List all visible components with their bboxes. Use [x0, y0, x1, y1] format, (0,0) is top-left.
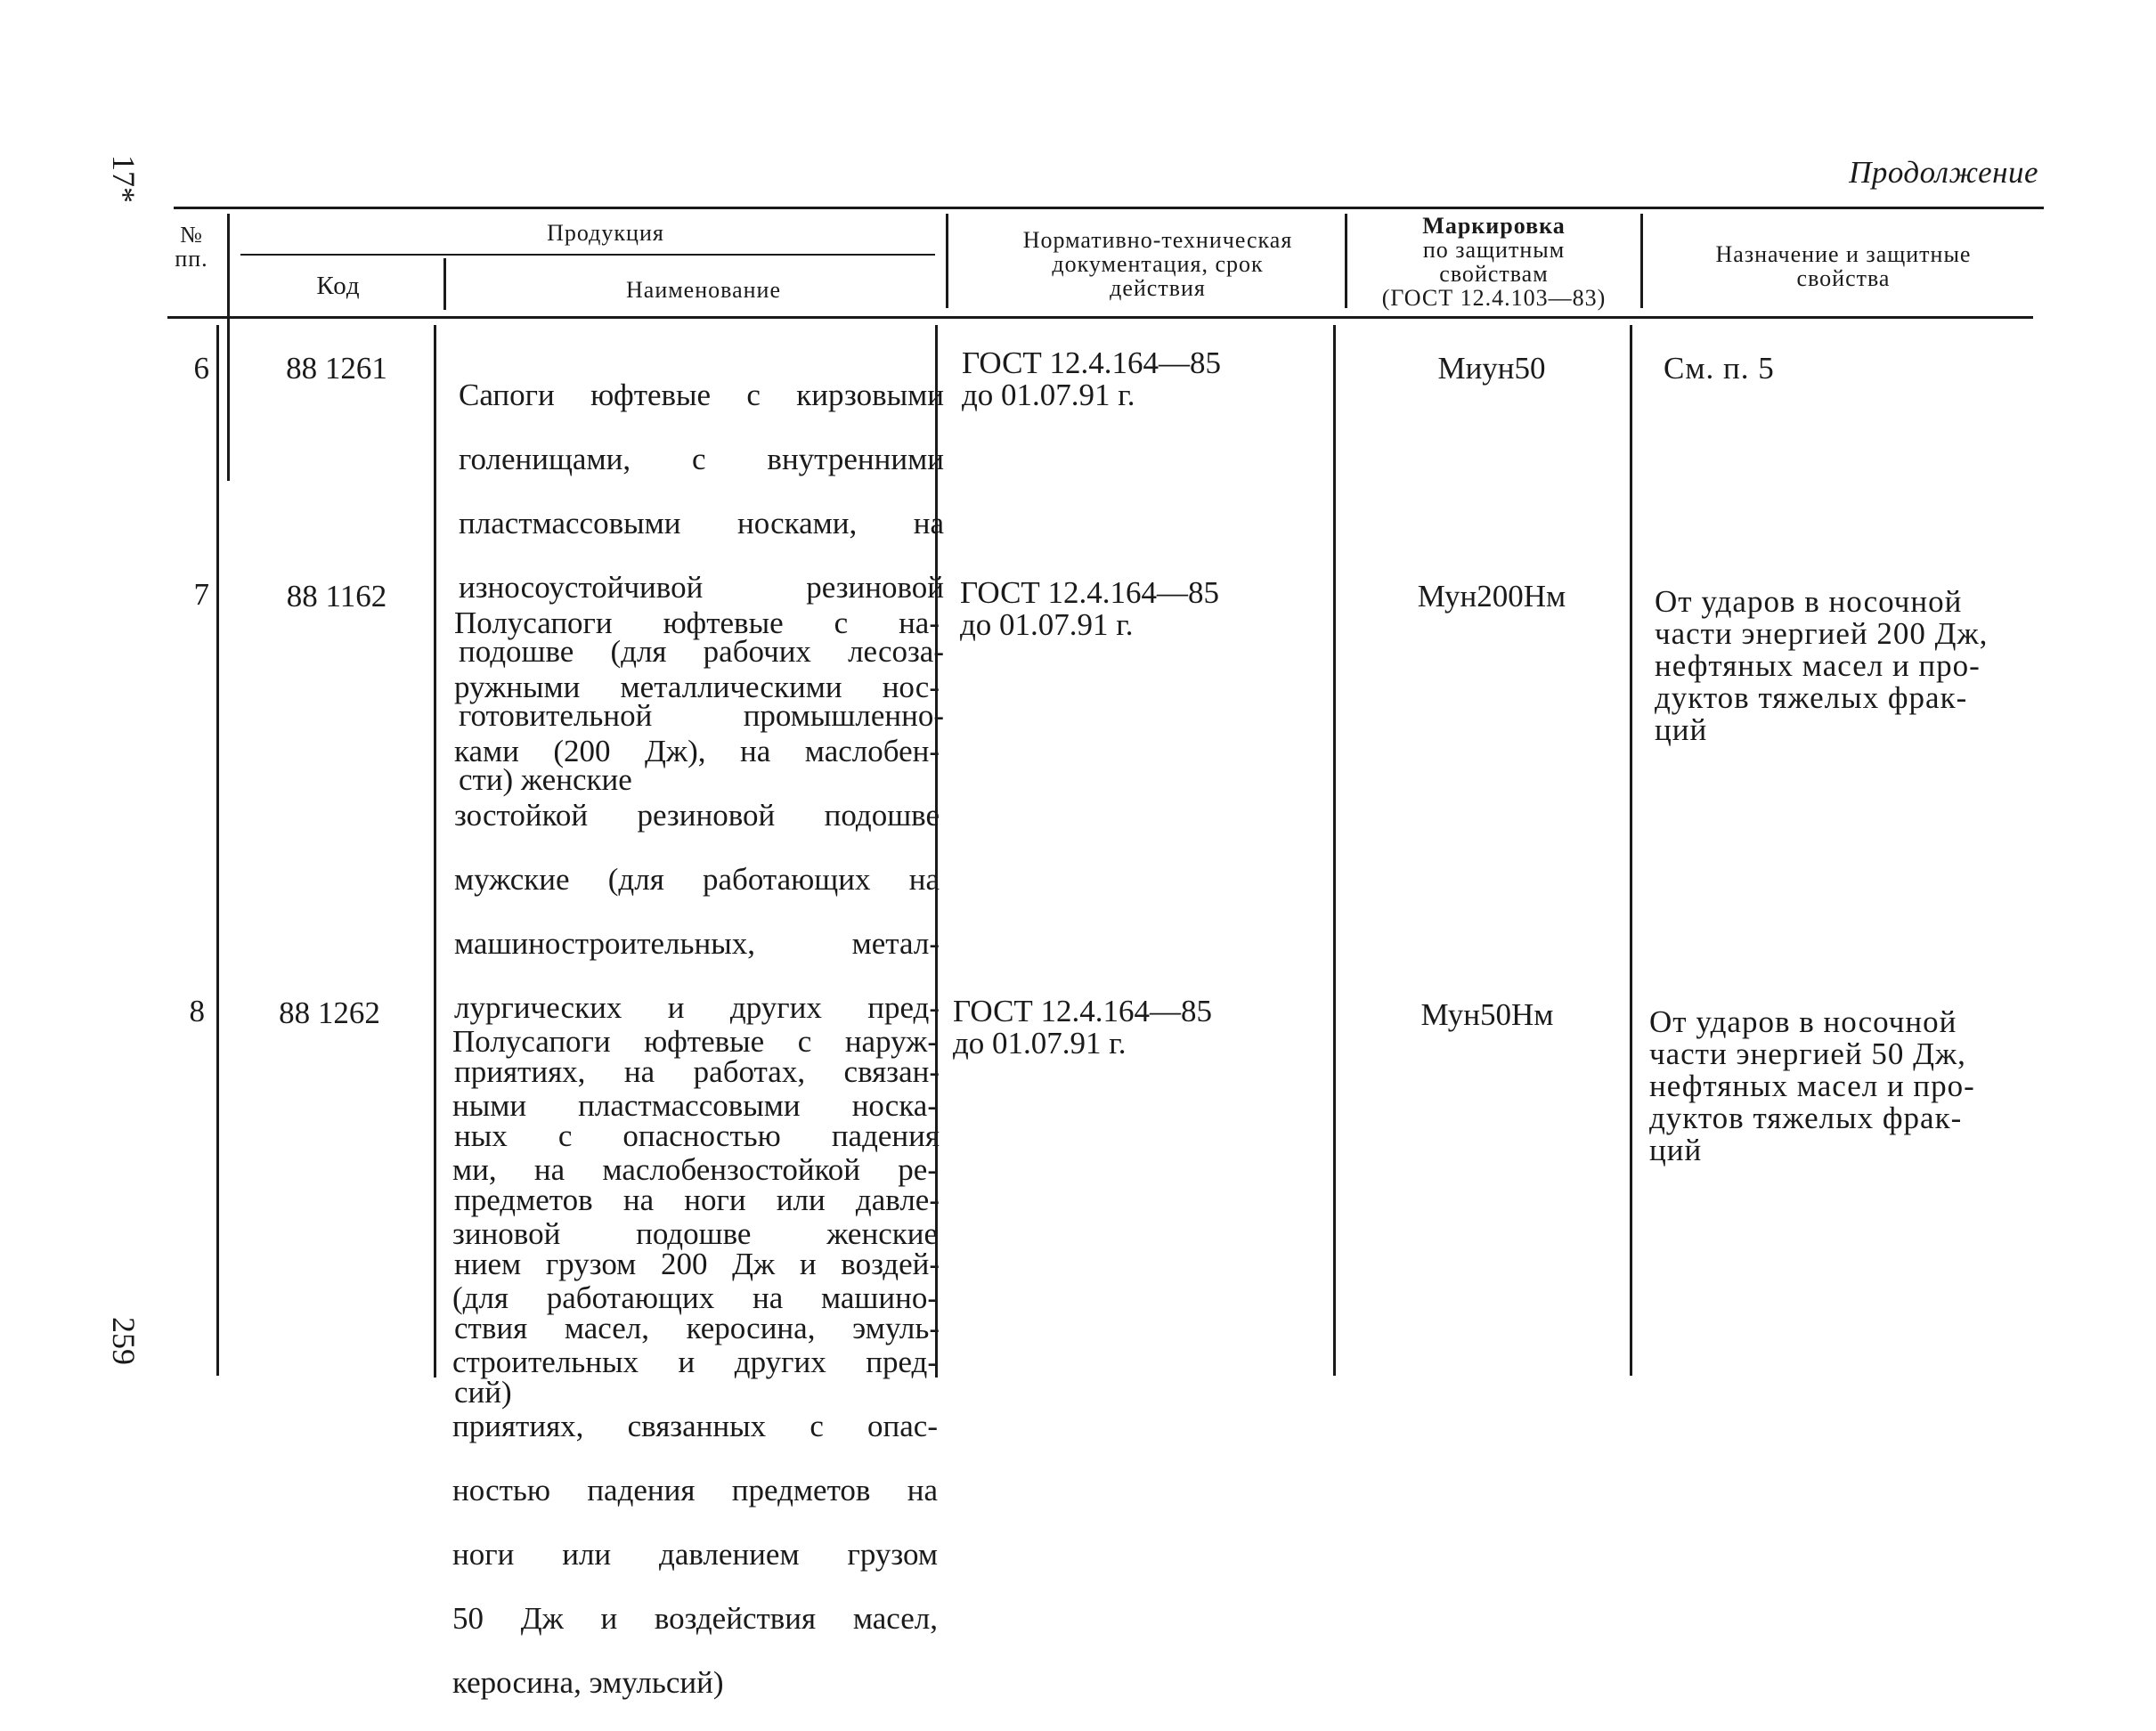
name-line: ствия масел, керосина, эмуль-	[454, 1311, 940, 1345]
header-code: Код	[316, 272, 361, 300]
name-line: ностью падения предметов на	[452, 1473, 938, 1508]
name-line: зиновой подошве женские	[452, 1216, 938, 1251]
header-mark	[1354, 214, 1634, 310]
table-row-code: 88 1162	[286, 579, 387, 614]
table-row-name	[452, 990, 940, 1731]
name-line: ми, на маслобензостойкой ре-	[452, 1152, 938, 1187]
name-line: ноги или давлением грузом	[452, 1537, 938, 1572]
page-number: 259	[106, 1317, 142, 1365]
col-divider-3	[946, 214, 948, 308]
name-line: Полусапоги юфтевые с наруж-	[452, 1024, 938, 1059]
table-row-num: 6	[193, 351, 209, 386]
col-divider-1	[227, 214, 230, 481]
table-row-doc: ГОСТ 12.4.164—85 до 01.07.91 г.	[962, 345, 1222, 412]
name-line: ными пластмассовыми носка-	[452, 1088, 938, 1123]
name-line: зостойкой резиновой подошве	[454, 798, 940, 833]
table-row-code: 88 1261	[286, 351, 387, 386]
name-line: предметов на ноги или давле-	[454, 1182, 940, 1217]
name-line: керосина, эмульсий)	[452, 1665, 724, 1700]
name-line: сий)	[454, 1375, 512, 1410]
col-divider-2	[443, 258, 446, 310]
header-bottom-rule	[167, 316, 2033, 319]
name-line: ками (200 Дж), на маслобен-	[454, 734, 940, 768]
header-doc: Нормативно-техническая документация, срок действия	[1022, 227, 1293, 301]
name-line: машиностроительных, метал-	[454, 926, 940, 961]
table-row-code: 88 1262	[279, 996, 380, 1030]
table-row-num: 7	[193, 577, 209, 612]
col-divider-5-body	[1630, 325, 1632, 1376]
product-subheader-rule	[240, 254, 935, 256]
header-mark-title: Маркировка	[1422, 213, 1566, 239]
table-row-mark: Мун200Нм	[1417, 579, 1566, 614]
name-line: готовительной промышленно-	[459, 698, 944, 733]
header-purpose: Назначение и защитные свойства	[1715, 241, 1972, 291]
name-line: износоустойчивой резиновой	[459, 570, 944, 605]
col-divider-4-body	[1333, 325, 1336, 1376]
table-row-mark: Мун50Нм	[1420, 997, 1554, 1032]
table-row-mark: Миун50	[1437, 351, 1546, 386]
table-row-purpose: От ударов в носочной части энергией 50 Дж, нефтяных масел и про- дуктов тяжелых фрак- ций	[1649, 1004, 1975, 1167]
name-line: лургических и других пред-	[454, 990, 940, 1025]
name-line: Полусапоги юфтевые с на-	[454, 605, 940, 640]
header-num: № пп.	[175, 222, 208, 272]
name-line: пластмассовыми носками, на	[459, 506, 944, 540]
name-line: голенищами, с внутренними	[459, 442, 944, 476]
header-name: Наименование	[626, 277, 781, 303]
name-line: 50 Дж и воздействия масел,	[452, 1601, 938, 1636]
table-row-doc: ГОСТ 12.4.164—85 до 01.07.91 г.	[960, 575, 1220, 642]
table-row-purpose: См. п. 5	[1664, 351, 1775, 386]
name-line: приятиях, связанных с опас-	[452, 1409, 938, 1443]
header-mark-detail: по защитным свойствам (ГОСТ 12.4.103—83)	[1381, 237, 1607, 311]
name-line: нием грузом 200 Дж и воздей-	[454, 1247, 940, 1281]
name-line: (для работающих на машино-	[452, 1280, 938, 1315]
name-line: мужские (для работающих на	[454, 862, 940, 897]
name-line: приятиях, на работах, связан-	[454, 1054, 940, 1089]
name-line: сти) женские	[459, 762, 632, 797]
col-divider-4	[1345, 214, 1347, 308]
continuation-label: Продолжение	[1849, 155, 2038, 190]
page-signature-mark: 17*	[106, 155, 142, 203]
name-line: подошве (для рабочих лесоза-	[459, 634, 944, 669]
col-divider-2-body	[434, 325, 436, 1377]
name-line: ных с опасностью падения	[454, 1118, 940, 1153]
table-row-purpose: От ударов в носочной части энергией 200 Дж, нефтяных масел и про- дуктов тяжелых фрак- ций	[1655, 584, 1989, 747]
table-row-doc: ГОСТ 12.4.164—85 до 01.07.91 г.	[953, 994, 1213, 1061]
header-product: Продукция	[547, 220, 664, 246]
name-line: ружными металлическими нос-	[454, 670, 940, 704]
name-line: Сапоги юфтевые с кирзовыми	[459, 378, 944, 412]
table-top-rule	[174, 207, 2044, 209]
table-row-num: 8	[189, 994, 205, 1028]
col-divider-1-body	[216, 325, 219, 1376]
name-line: строительных и других пред-	[452, 1345, 938, 1379]
col-divider-5	[1640, 214, 1643, 308]
